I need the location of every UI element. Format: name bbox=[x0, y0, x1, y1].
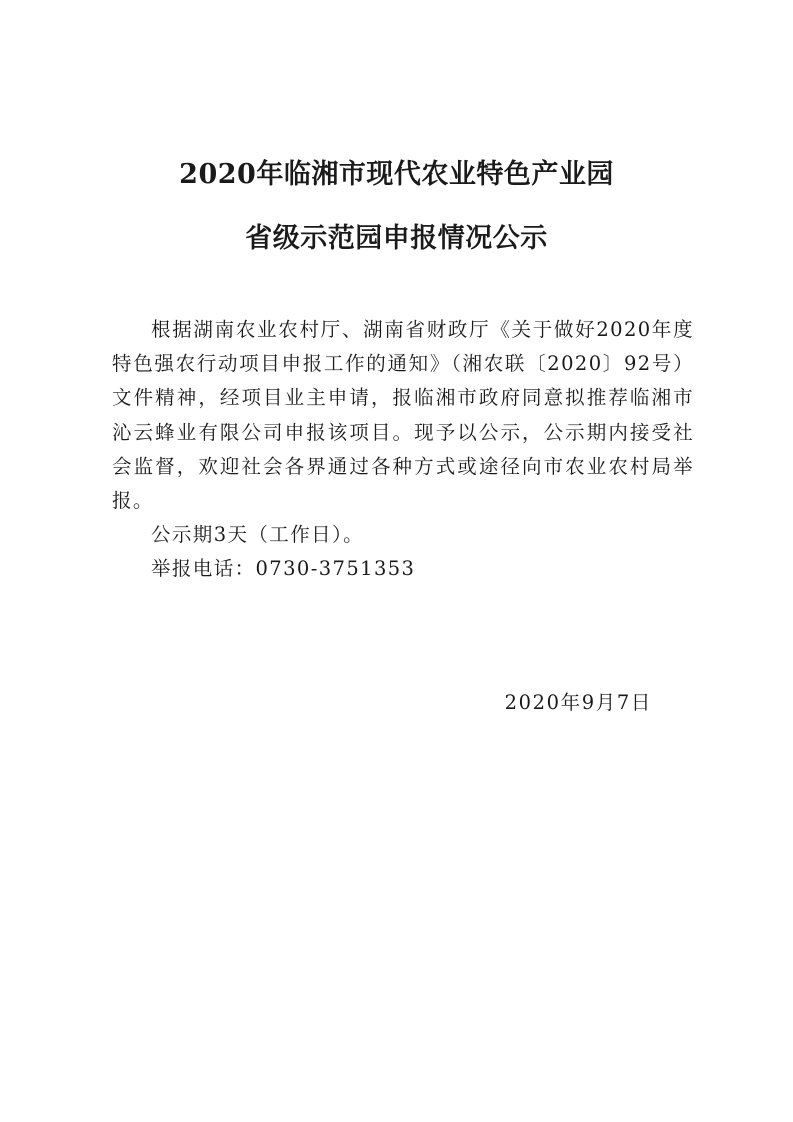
body-paragraph-period: 公示期3天（工作日）。 bbox=[151, 523, 365, 547]
document-title-line-1: 2020年临湘市现代农业特色产业园 bbox=[179, 159, 614, 190]
document-date: 2020年9月7日 bbox=[504, 691, 652, 714]
document-title-line-2: 省级示范园申报情况公示 bbox=[245, 223, 548, 254]
body-paragraph-main: 根据湖南农业农村厅、湖南省财政厅《关于做好2020年度特色强农行动项目申报工作的通知》（湘农联〔2020〕92号）文件精神，经项目业主申请，报临湘市政府同意拟推荐临湘市沁云蜂业有限公司申报该项目。现予以公示，公示期内接受社会监督，欢迎社会各界通过各种方式或途径向市农业农村局举报。 bbox=[112, 318, 694, 513]
body-paragraph-phone: 举报电话：0730-3751353 bbox=[151, 557, 416, 581]
document-body bbox=[112, 313, 694, 587]
